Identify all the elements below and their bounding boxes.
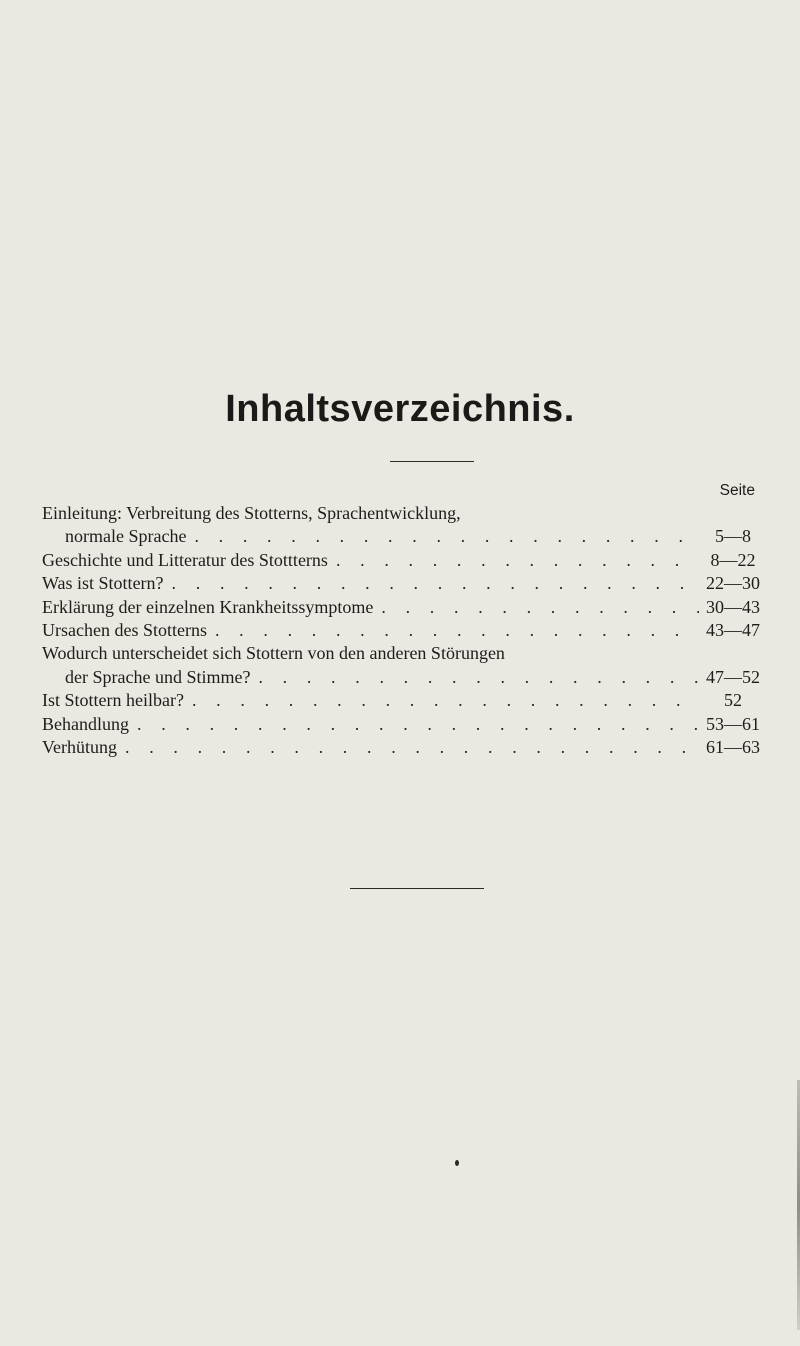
- dot-leader: [207, 619, 699, 642]
- toc-entry-einleitung: [42, 502, 767, 525]
- dot-leader: [117, 736, 699, 759]
- page-title: Inhaltsverzeichnis.: [225, 388, 575, 430]
- toc-entry-pages: 30—43: [706, 596, 760, 617]
- toc-entry-title: Wodurch unterscheidet sich Stottern von den anderen Störungen: [42, 643, 505, 664]
- toc-entry-wodurch: [42, 642, 767, 665]
- toc-entry-erklaerung: [42, 596, 767, 619]
- ink-speck: [455, 1160, 459, 1166]
- dot-leader: [328, 549, 699, 572]
- toc-entry-pages: 47—52: [706, 666, 760, 687]
- toc-entry-behandlung: [42, 713, 767, 736]
- dot-leader: [184, 689, 699, 712]
- toc-entry-geschichte: [42, 549, 767, 572]
- toc-entry-verhuetung: [42, 736, 767, 759]
- toc-entry-pages: 53—61: [706, 713, 760, 734]
- dot-leader: [164, 572, 699, 595]
- toc-entry-was-ist-stottern: [42, 572, 767, 595]
- toc-entry-pages: 5—8: [715, 526, 751, 547]
- toc-entry-pages: 61—63: [706, 736, 760, 757]
- title-divider: [390, 461, 474, 462]
- toc-entry-title: normale Sprache: [65, 526, 187, 547]
- dot-leader: [250, 666, 699, 689]
- toc-entry-title: Behandlung: [42, 713, 129, 734]
- dot-leader: [129, 713, 699, 736]
- toc-entry-ursachen: [42, 619, 767, 642]
- toc-entry-title: der Sprache und Stimme?: [65, 666, 251, 687]
- toc-entry-normale-sprache: [42, 525, 767, 548]
- toc-entry-title: Ist Stottern heilbar?: [42, 690, 184, 711]
- page-column-label: Seite: [719, 482, 755, 499]
- toc-entry-title: Einleitung: Verbreitung des Stotterns, Sprachentwicklung,: [42, 503, 461, 523]
- toc-entry-title: Ursachen des Stotterns: [42, 619, 207, 640]
- dot-leader: [373, 596, 699, 619]
- toc-entry-title: Was ist Stottern?: [42, 573, 164, 594]
- toc-entry-pages: 8—22: [710, 549, 756, 570]
- toc-entry-sprache-stimme: [42, 666, 767, 689]
- closing-divider: [350, 888, 484, 889]
- toc-entry-title: Geschichte und Litteratur des Stottterns: [42, 549, 328, 570]
- dot-leader: [186, 525, 699, 548]
- toc-entry-title: Erklärung der einzelnen Krankheitssymptome: [42, 596, 374, 617]
- table-of-contents: [42, 502, 767, 759]
- toc-entry-title: Verhütung: [42, 736, 117, 757]
- toc-entry-pages: 52: [724, 690, 742, 711]
- toc-entry-pages: 22—30: [706, 573, 760, 594]
- toc-entry-heilbar: [42, 689, 767, 712]
- toc-entry-pages: 43—47: [706, 619, 760, 640]
